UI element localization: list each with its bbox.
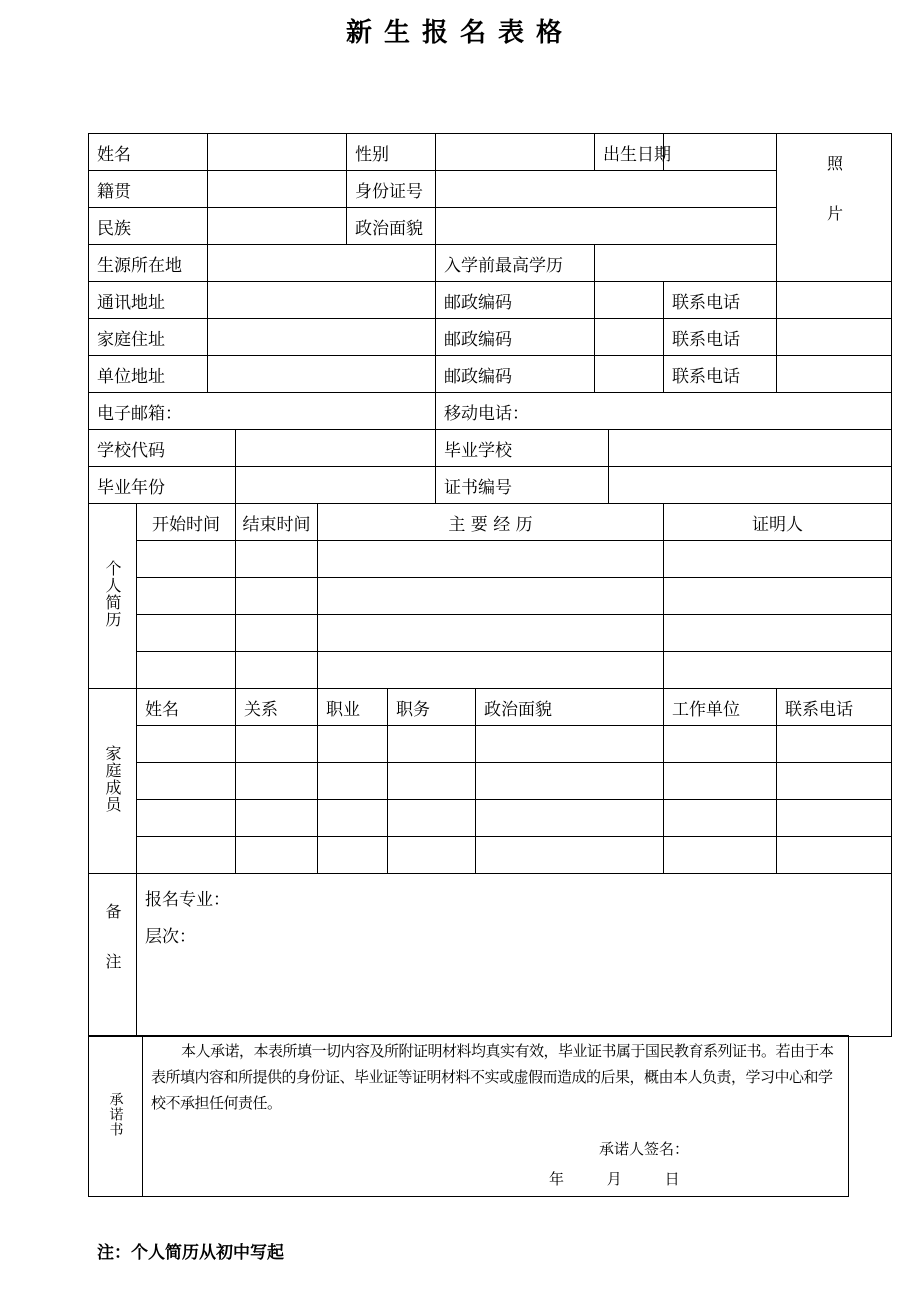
family-header: 职务	[388, 689, 476, 726]
resume-cell[interactable]	[236, 541, 318, 578]
field-mobile[interactable]: 移动电话：	[436, 393, 892, 430]
field-name[interactable]	[208, 134, 347, 171]
label-ethnicity: 民族	[89, 208, 208, 245]
family-header: 职业	[318, 689, 388, 726]
family-cell[interactable]	[236, 837, 318, 874]
field-home-address[interactable]	[208, 319, 436, 356]
signature-label[interactable]: 承诺人签名：	[599, 1140, 690, 1158]
field-school-code[interactable]	[236, 430, 436, 467]
family-row	[89, 837, 892, 874]
major-label: 报名专业：	[145, 890, 230, 910]
family-cell[interactable]	[777, 800, 892, 837]
resume-cell[interactable]	[318, 541, 664, 578]
family-header: 关系	[236, 689, 318, 726]
remarks-area[interactable]	[137, 874, 892, 1037]
photo-label: 照片	[824, 155, 844, 255]
label-cert-no: 证书编号	[436, 467, 609, 504]
field-ethnicity[interactable]	[208, 208, 347, 245]
family-cell[interactable]	[664, 763, 777, 800]
resume-row	[89, 615, 892, 652]
resume-cell[interactable]	[318, 615, 664, 652]
family-cell[interactable]	[476, 726, 664, 763]
label-id-number: 身份证号	[347, 171, 436, 208]
family-cell[interactable]	[388, 763, 476, 800]
field-mail-postcode[interactable]	[595, 282, 664, 319]
resume-cell[interactable]	[137, 578, 236, 615]
family-cell[interactable]	[664, 800, 777, 837]
family-section-label: 家庭成员	[103, 744, 122, 813]
field-work-postcode[interactable]	[595, 356, 664, 393]
date-line[interactable]	[549, 1166, 718, 1192]
field-political-status[interactable]	[436, 208, 777, 245]
resume-cell[interactable]	[236, 652, 318, 689]
family-header: 姓名	[137, 689, 236, 726]
family-cell[interactable]	[777, 763, 892, 800]
footnote: 注：个人简历从初中写起	[97, 1243, 284, 1263]
day-label: 日	[664, 1170, 680, 1188]
family-cell[interactable]	[236, 763, 318, 800]
resume-cell[interactable]	[318, 652, 664, 689]
family-row	[89, 800, 892, 837]
family-cell[interactable]	[137, 800, 236, 837]
resume-cell[interactable]	[664, 652, 892, 689]
pledge-section	[89, 1036, 143, 1197]
label-mail-address: 通讯地址	[89, 282, 208, 319]
family-row	[89, 763, 892, 800]
resume-row	[89, 541, 892, 578]
family-cell[interactable]	[777, 726, 892, 763]
label-native-place: 籍贯	[89, 171, 208, 208]
resume-section	[89, 504, 137, 689]
photo-box[interactable]	[777, 134, 892, 282]
label-phone: 联系电话	[664, 319, 777, 356]
family-cell[interactable]	[318, 763, 388, 800]
field-birth-date[interactable]	[664, 134, 777, 171]
remarks-section	[89, 874, 137, 1037]
resume-cell[interactable]	[664, 541, 892, 578]
family-section	[89, 689, 137, 874]
label-political-status: 政治面貌	[347, 208, 436, 245]
label-highest-edu: 入学前最高学历	[436, 245, 595, 282]
level-label: 层次：	[145, 927, 196, 947]
family-header: 政治面貌	[476, 689, 664, 726]
resume-header: 结束时间	[236, 504, 318, 541]
resume-cell[interactable]	[137, 615, 236, 652]
resume-header: 主 要 经 历	[318, 504, 664, 541]
label-name: 姓名	[89, 134, 208, 171]
pledge-text: 本人承诺，本表所填一切内容及所附证明材料均真实有效，毕业证书属于国民教育系列证书。若由于本表所填内容和所提供的身份证、毕业证等证明材料不实或虚假而造成的后果，概由本人负责，学习中心和学校不承担任何责任。	[151, 1042, 834, 1112]
field-native-place[interactable]	[208, 171, 347, 208]
label-origin: 生源所在地	[89, 245, 208, 282]
label-gender: 性别	[347, 134, 436, 171]
resume-cell[interactable]	[664, 578, 892, 615]
field-id-number[interactable]	[436, 171, 777, 208]
month-label: 月	[606, 1170, 622, 1188]
label-work-address: 单位地址	[89, 356, 208, 393]
family-cell[interactable]	[476, 837, 664, 874]
family-cell[interactable]	[476, 800, 664, 837]
field-highest-edu[interactable]	[595, 245, 777, 282]
family-cell[interactable]	[318, 726, 388, 763]
pledge-section-label: 承诺书	[107, 1091, 124, 1137]
resume-header: 证明人	[664, 504, 892, 541]
field-mail-address[interactable]	[208, 282, 436, 319]
field-work-phone[interactable]	[777, 356, 892, 393]
family-cell[interactable]	[236, 800, 318, 837]
label-postcode: 邮政编码	[436, 319, 595, 356]
family-cell[interactable]	[476, 763, 664, 800]
resume-cell[interactable]	[236, 615, 318, 652]
resume-cell[interactable]	[318, 578, 664, 615]
label-school-code: 学校代码	[89, 430, 236, 467]
pledge-body	[143, 1036, 849, 1197]
resume-cell[interactable]	[236, 578, 318, 615]
resume-header: 开始时间	[137, 504, 236, 541]
field-grad-year[interactable]	[236, 467, 436, 504]
resume-cell[interactable]	[137, 652, 236, 689]
label-phone: 联系电话	[664, 356, 777, 393]
family-cell[interactable]	[388, 800, 476, 837]
form-title: 新生报名表格	[345, 18, 574, 48]
field-origin[interactable]	[208, 245, 436, 282]
year-label: 年	[549, 1170, 565, 1188]
label-grad-year: 毕业年份	[89, 467, 236, 504]
field-work-address[interactable]	[208, 356, 436, 393]
family-cell[interactable]	[318, 800, 388, 837]
resume-cell[interactable]	[137, 541, 236, 578]
remarks-section-label: 备注	[103, 902, 122, 1003]
label-postcode: 邮政编码	[436, 356, 595, 393]
resume-row	[89, 652, 892, 689]
resume-section-label: 个人简历	[103, 559, 122, 628]
family-cell[interactable]	[388, 837, 476, 874]
family-cell[interactable]	[236, 726, 318, 763]
label-phone: 联系电话	[664, 282, 777, 319]
family-cell[interactable]	[137, 763, 236, 800]
family-cell[interactable]	[137, 837, 236, 874]
field-gender[interactable]	[436, 134, 595, 171]
pledge-table	[88, 1035, 849, 1197]
field-grad-school[interactable]	[609, 430, 892, 467]
label-grad-school: 毕业学校	[436, 430, 609, 467]
field-email[interactable]: 电子邮箱：	[89, 393, 436, 430]
field-home-postcode[interactable]	[595, 319, 664, 356]
family-row	[89, 726, 892, 763]
family-header: 工作单位	[664, 689, 777, 726]
family-header: 联系电话	[777, 689, 892, 726]
family-cell[interactable]	[664, 837, 777, 874]
field-cert-no[interactable]	[609, 467, 892, 504]
field-mail-phone[interactable]	[777, 282, 892, 319]
family-cell[interactable]	[318, 837, 388, 874]
family-cell[interactable]	[777, 837, 892, 874]
label-home-address: 家庭住址	[89, 319, 208, 356]
family-cell[interactable]	[388, 726, 476, 763]
label-birth-date: 出生日期	[595, 134, 664, 171]
registration-form	[88, 133, 892, 1037]
label-postcode: 邮政编码	[436, 282, 595, 319]
family-cell[interactable]	[137, 726, 236, 763]
resume-cell[interactable]	[664, 615, 892, 652]
family-cell[interactable]	[664, 726, 777, 763]
resume-row	[89, 578, 892, 615]
field-home-phone[interactable]	[777, 319, 892, 356]
